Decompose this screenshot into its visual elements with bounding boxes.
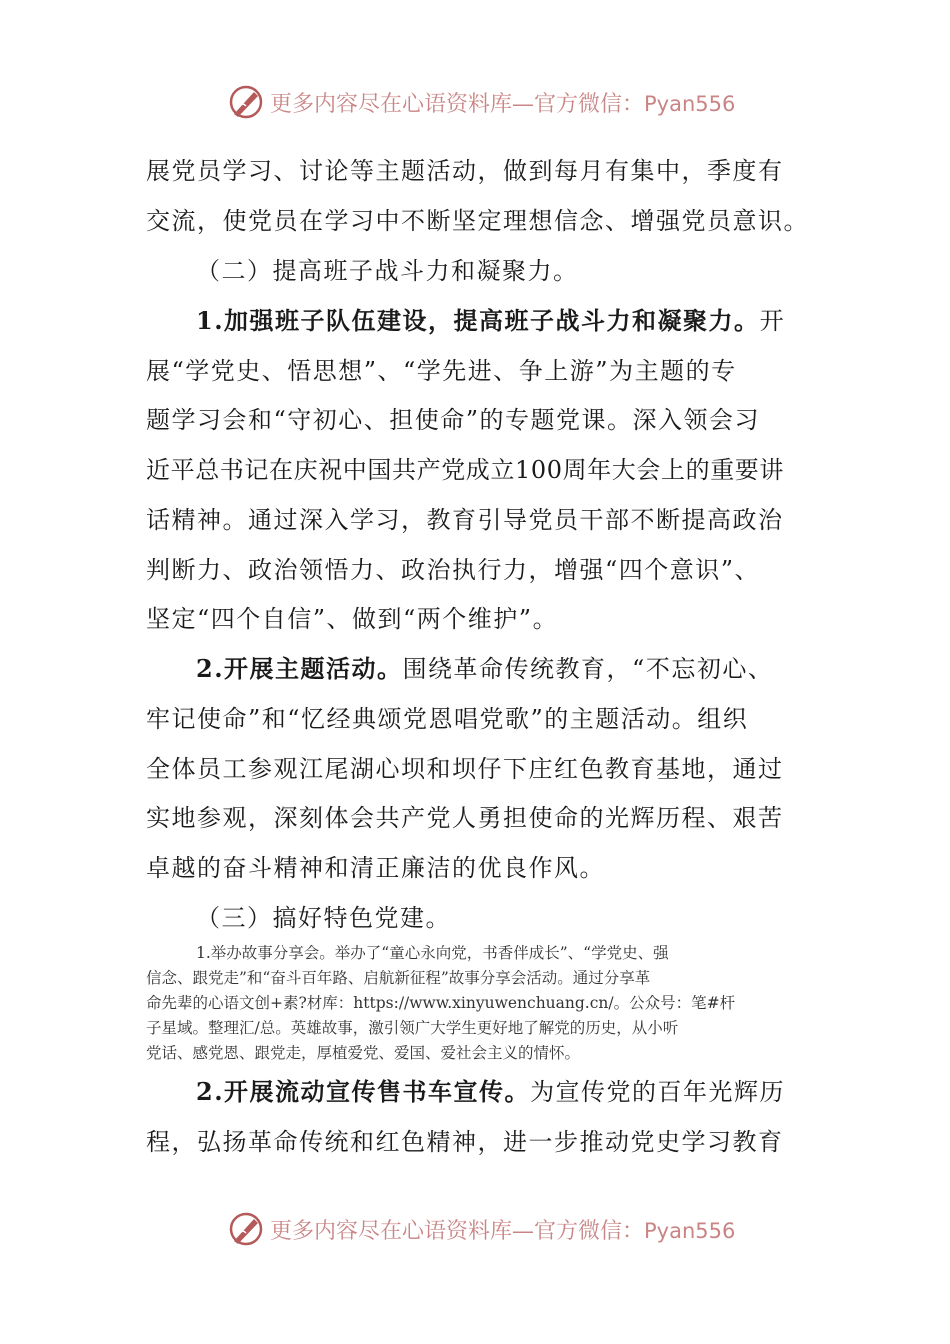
footer-banner: [228, 1209, 735, 1249]
para-line: 坚定“四个自信”、做到“两个维护”。: [146, 605, 559, 633]
pen-logo-icon: [228, 84, 264, 120]
para-line: 2.开展流动宣传售书车宣传。为宣传党的百年光辉历: [196, 1077, 786, 1106]
para-line: 交流，使党员在学习中不断坚定理想信念、增强党员意识。: [146, 207, 809, 235]
subsection-title: 2.开展流动宣传售书车宣传。: [196, 1077, 531, 1106]
para-line: 展“学党史、悟思想”、“学先进、争上游”为主题的专: [146, 357, 737, 385]
para-line: 牢记使命”和“忆经典颂党恩唱党歌”的主题活动。组织: [146, 705, 749, 733]
section-heading-3: （三）搞好特色党建。: [196, 904, 451, 932]
small-para-line: 1.举办故事分享会。举办了“童心永向党，书香伴成长”、“学党史、强: [196, 944, 669, 962]
pen-logo-icon: [228, 1211, 264, 1247]
subsection-title: 2.开展主题活动。: [196, 654, 403, 683]
small-para-line: 子星域。整理汇/总。英雄故事，激引领广大学生更好地了解党的历史，从小听: [146, 1019, 679, 1037]
para-line: 题学习会和“守初心、担使命”的专题党课。深入领会习: [146, 406, 761, 434]
header-banner: [228, 82, 735, 122]
section-heading-2: （二）提高班子战斗力和凝聚力。: [196, 257, 579, 285]
banner-text: 更多内容尽在心语资料库—官方微信：Pyan556: [270, 1218, 736, 1244]
small-para-line: 信念、跟党走”和“奋斗百年路、启航新征程”故事分享会活动。通过分享革: [146, 969, 651, 987]
subsection-title: 1.加强班子队伍建设，提高班子战斗力和凝聚力。: [196, 306, 760, 335]
banner-wechat-id: Pyan556: [644, 91, 736, 116]
para-line: 话精神。通过深入学习，教育引导党员干部不断提高政治: [146, 506, 784, 534]
para-line: 卓越的奋斗精神和清正廉洁的优良作风。: [146, 854, 605, 882]
para-line: 程，弘扬革命传统和红色精神，进一步推动党史学习教育: [146, 1128, 784, 1156]
para-line: 1.加强班子队伍建设，提高班子战斗力和凝聚力。开: [196, 306, 786, 335]
para-line: 近平总书记在庆祝中国共产党成立100周年大会上的重要讲: [146, 456, 785, 484]
banner-wechat-id: Pyan556: [644, 1218, 736, 1243]
para-line: 2.开展主题活动。围绕革命传统教育，“不忘初心、: [196, 654, 774, 683]
para-line: 实地参观，深刻体会共产党人勇担使命的光辉历程、艰苦: [146, 804, 784, 832]
small-para-line: 命先辈的心语文创+素?材库：https://www.xinyuwenchuang.cn/。公众号：笔#杆: [146, 994, 736, 1012]
banner-text: 更多内容尽在心语资料库—官方微信：Pyan556: [270, 91, 736, 117]
para-line: 判断力、政治领悟力、政治执行力，增强“四个意识”、: [146, 556, 761, 584]
para-line: 全体员工参观江尾湖心坝和坝仔下庄红色教育基地，通过: [146, 755, 784, 783]
small-para-line: 党话、感党恩、跟党走，厚植爱党、爱国、爱社会主义的情怀。: [146, 1044, 581, 1062]
para-line: 展党员学习、讨论等主题活动，做到每月有集中，季度有: [146, 157, 784, 185]
